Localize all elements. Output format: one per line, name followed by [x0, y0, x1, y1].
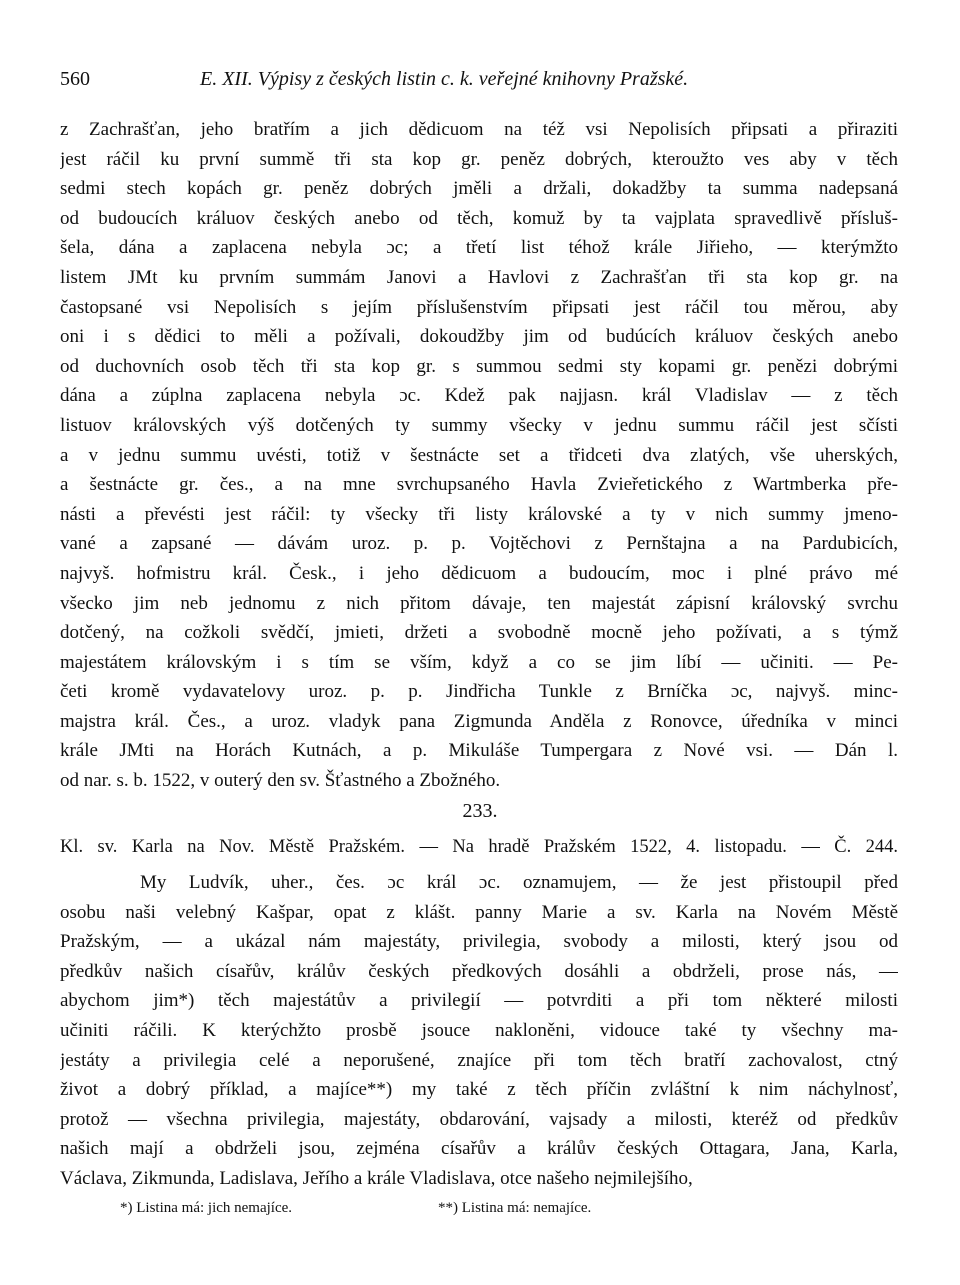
text-line: sedmi stech kopách gr. peněz dobrých jměli a držali, dokadžby ta summa nadepsaná [60, 178, 898, 200]
running-title: E. XII. Výpisy z českých listin c. k. veřejné knihovny Pražské. [200, 68, 689, 90]
text-line: jest ráčil ku první summě tři sta kop gr. peněz dobrých, kteroužto ves aby v těch [60, 148, 898, 170]
text-line: krále JMti na Horách Kutnách, a p. Mikuláše Tumpergara z Nové vsi. — Dán l. [60, 740, 898, 762]
text-line: častopsané vsi Nepolisích s jejím příslušenstvím připsati jest ráčil tou měrou, aby [60, 296, 898, 318]
text-line: učiniti ráčili. K kterýchžto prosbě jsouce nakloněni, vidouce také ty všechny ma- [60, 1019, 898, 1041]
text-line: násti a převésti jest ráčil: ty všecky tři listy královské a ty v nich summy jmeno- [60, 503, 898, 525]
text-line: od nar. s. b. 1522, v outerý den sv. Šťastného a Zbožného. [60, 770, 501, 792]
text-line: předkův našich císařův, králův českých předkových dosáhli a obdrželi, prose nás, — [60, 960, 898, 982]
text-line: život a dobrý příklad, a majíce**) my také z těch příčin zvláštní k nim náchylnosť, [60, 1079, 898, 1101]
source-line: Kl. sv. Karla na Nov. Městě Pražském. — Na hradě Pražském 1522, 4. listopadu. — Č. 244. [60, 837, 898, 857]
paragraph-document-233 [60, 868, 898, 1194]
text-line: a šestnácte gr. čes., a na mne svrchupsaného Havla Zvieřetického z Wartmberka pře- [60, 474, 898, 496]
text-line: abychom jim*) těch majestátův a privilegií — potvrditi a při tom některé milosti [60, 990, 898, 1012]
page-number: 560 [60, 68, 90, 90]
text-line: osobu naši velebný Kašpar, opat z klášt. panny Marie a sv. Karla na Novém Městě [60, 901, 898, 923]
text-line: od duchovních osob těch tři sta kop gr. s summou sedmi sty kopami gr. penězi dobrými [60, 355, 898, 377]
text-line: jestáty a privilegia celé a neporušené, znajíce při tom těch bratří zachovalost, ctný [60, 1049, 898, 1071]
footnote-1: *) Listina má: jich nemajíce. [120, 1200, 293, 1216]
footnotes [120, 1196, 680, 1220]
text-line: najvyš. hofmistru král. Česk., i jeho dědicuom a budoucím, moc i plné právo mé [60, 562, 898, 584]
text-line: My Ludvík, uher., čes. ɔc král ɔc. oznamujem, — že jest přistoupil před [140, 872, 898, 893]
text-line: dána a zúplna zaplacena nebyla ɔc. Kdež pak najjasn. král Vladislav — z těch [60, 385, 898, 407]
text-line: majestátem královským i s tím se vším, když a co se jim líbí — učiniti. — Pe- [60, 651, 898, 673]
paragraph-continuation [60, 115, 898, 796]
page-header [60, 64, 898, 94]
text-line: Pražským, — a ukázal nám majestáty, privilegia, svobody a milosti, který jsou od [60, 931, 898, 953]
text-line: Václava, Zikmunda, Ladislava, Jeřího a krále Vladislava, otce našeho nejmilejšího, [60, 1167, 693, 1189]
text-line: všecko jim neb jednomu z nich přitom dávaje, ten majestát zápisní královský svrchu [60, 592, 898, 614]
footnote-2: **) Listina má: nemajíce. [438, 1200, 592, 1216]
text-line: listuov královských výš dotčených ty summy všecky v jednu summu ráčil jest sčísti [60, 414, 898, 436]
text-line: oni i s dědici to měli a požívali, dokoudžby jim od budúcích králuov českých anebo [60, 326, 898, 348]
text-line: vané a zapsané — dávám uroz. p. p. Vojtěchovi z Pernštajna a na Pardubicích, [60, 533, 898, 555]
text-line: majstra král. Čes., a uroz. vladyk pana Zigmunda Anděla z Ronovce, úředníka v minci [60, 710, 898, 732]
text-line: od budoucích králuov českých anebo od těch, komuž by ta vajplata spravedlivě přísluš- [60, 207, 898, 229]
text-line: listem JMt ku prvním summám Janovi a Havlovi z Zachrašťan tři sta kop gr. na [60, 266, 898, 288]
text-line: šela, dána a zaplacena nebyla ɔc; a třetí list téhož krále Jiřieho, — kterýmžto [60, 237, 898, 259]
text-line: protož — všechna privilegia, majestáty, obdarování, vajsady a milosti, kteréž od předkův [60, 1108, 898, 1130]
text-line: dotčený, na cožkoli svědčí, jmieti, držeti a svobodně mocně jeho požívati, a s týmž [60, 622, 898, 644]
document-number: 233. [462, 800, 498, 822]
text-line: četi kromě vydavatelovy uroz. p. p. Jindřicha Tunkle z Brníčka ɔc, najvyš. minc- [60, 681, 898, 703]
text-line: našich mají a obdrželi jsou, zejména císařův a králův českých Ottagara, Jana, Karla, [60, 1138, 898, 1160]
text-line: a v jednu summu uvésti, totiž v šestnácte set a třidceti dva zlatých, vše uherských, [60, 444, 898, 466]
text-line: z Zachrašťan, jeho bratřím a jich dědicuom na též vsi Nepolisích připsati a přiraziti [60, 119, 898, 140]
